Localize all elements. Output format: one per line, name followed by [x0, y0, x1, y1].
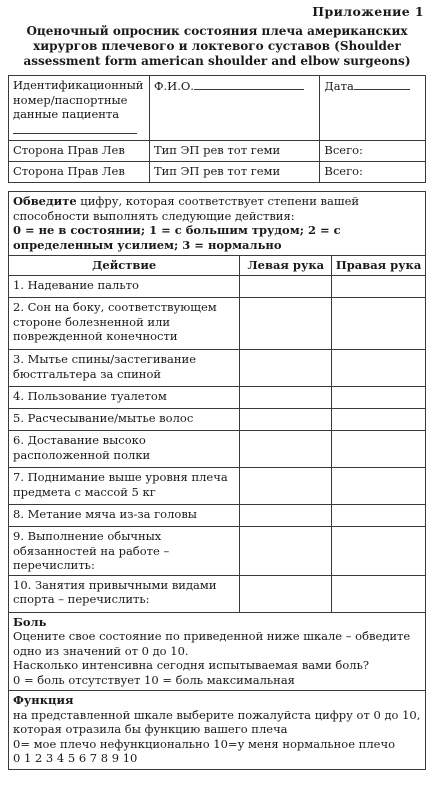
patient-id-line — [13, 122, 137, 134]
prosthesis-type-cell[interactable]: Тип ЭП рев тот геми — [149, 162, 319, 183]
table-row — [9, 350, 426, 387]
form-title: Оценочный опросник состояния плеча американских хирургов плечевого и локтевого суставов (Shoulder assessment form american shoulder and elbow surgeons) — [23, 24, 411, 68]
right-arm-score-cell[interactable] — [332, 431, 426, 468]
rating-scale: 0 = не в состоянии; 1 = с большим трудом; 2 = с определенным усилием; 3 = нормально — [13, 223, 341, 252]
function-scale-numbers[interactable]: 0 1 2 3 4 5 6 7 8 9 10 — [13, 751, 138, 765]
action-label: 3. Мытье спины/застегивание бюстгальтера за спиной — [9, 350, 240, 387]
action-label: 6. Доставание высоко расположенной полки — [9, 431, 240, 468]
table-row — [9, 298, 426, 350]
function-section — [9, 691, 426, 770]
left-arm-score-cell[interactable] — [240, 298, 332, 350]
action-label: 1. Надевание пальто — [9, 276, 240, 298]
left-arm-score-cell[interactable] — [240, 527, 332, 576]
right-arm-score-cell[interactable] — [332, 409, 426, 431]
prosthesis-type-cell[interactable]: Тип ЭП рев тот геми — [149, 141, 319, 162]
right-arm-score-cell[interactable] — [332, 350, 426, 387]
pain-section — [9, 612, 426, 691]
column-header-action: Действие — [9, 256, 240, 276]
left-arm-score-cell[interactable] — [240, 505, 332, 527]
appendix-label: Приложение 1 — [312, 4, 424, 19]
function-scale-legend: 0= мое плечо нефункционально 10=у меня нормальное плечо — [13, 736, 395, 751]
right-arm-score-cell[interactable] — [332, 276, 426, 298]
total-cell[interactable]: Всего: — [320, 162, 426, 183]
patient-name-line — [194, 78, 304, 90]
left-arm-score-cell[interactable] — [240, 350, 332, 387]
left-arm-score-cell[interactable] — [240, 409, 332, 431]
date-line — [354, 78, 410, 90]
column-header-left-arm: Левая рука — [240, 256, 332, 276]
right-arm-score-cell[interactable] — [332, 468, 426, 505]
table-row — [9, 276, 426, 298]
table-row — [9, 575, 426, 612]
table-row — [9, 468, 426, 505]
patient-info-table — [8, 75, 426, 183]
column-header-right-arm: Правая рука — [332, 256, 426, 276]
pain-question: Насколько интенсивна сегодня испытываемая вами боль? — [13, 658, 370, 672]
table-row — [9, 527, 426, 576]
operation-row — [9, 162, 426, 183]
table-row — [9, 387, 426, 409]
left-arm-score-cell[interactable] — [240, 387, 332, 409]
action-label: 9. Выполнение обычных обязанностей на работе – перечислить: — [9, 527, 240, 576]
right-arm-score-cell[interactable] — [332, 527, 426, 576]
left-arm-score-cell[interactable] — [240, 575, 332, 612]
right-arm-score-cell[interactable] — [332, 387, 426, 409]
left-arm-score-cell[interactable] — [240, 276, 332, 298]
action-label: 7. Поднимание выше уровня плеча предмета с массой 5 кг — [9, 468, 240, 505]
patient-name-cell[interactable] — [149, 76, 319, 141]
function-title: Функция — [13, 693, 74, 707]
pain-instruction: Оцените свое состояние по приведенной ниже шкале – обведите одно из значений от 0 до 10. — [13, 629, 411, 658]
patient-id-cell[interactable] — [9, 76, 150, 141]
table-row — [9, 431, 426, 468]
table-row — [9, 409, 426, 431]
activities-table — [8, 191, 426, 770]
side-cell[interactable]: Сторона Прав Лев — [9, 162, 150, 183]
date-cell[interactable] — [320, 76, 426, 141]
patient-name-label: Ф.И.О. — [153, 79, 194, 93]
right-arm-score-cell[interactable] — [332, 575, 426, 612]
function-instruction: на представленной шкале выберите пожалуйста цифру от 0 до 10, которая отразила бы функцию вашего плеча — [13, 707, 421, 736]
action-label: 5. Расчесывание/мытье волос — [9, 409, 240, 431]
patient-id-label: Идентификационный номер/паспортные данные пациента — [13, 78, 144, 121]
right-arm-score-cell[interactable] — [332, 505, 426, 527]
operation-row — [9, 141, 426, 162]
right-arm-score-cell[interactable] — [332, 298, 426, 350]
instructions-cell — [9, 192, 426, 256]
side-cell[interactable]: Сторона Прав Лев — [9, 141, 150, 162]
action-label: 2. Сон на боку, соответствующем стороне болезненной или поврежденной конечности — [9, 298, 240, 350]
table-header-row — [9, 256, 426, 276]
total-cell[interactable]: Всего: — [320, 141, 426, 162]
table-row — [9, 505, 426, 527]
pain-scale-legend: 0 = боль отсутствует 10 = боль максимальная — [13, 672, 295, 687]
instructions-lead: Обведите — [13, 194, 77, 208]
date-label: Дата — [324, 79, 354, 93]
pain-title: Боль — [13, 614, 47, 629]
instructions-text: цифру, которая соответствует степени вашей способности выполнять следующие действия: — [13, 194, 360, 223]
action-label: 10. Занятия привычными видами спорта – перечислить: — [9, 575, 240, 612]
action-label: 8. Метание мяча из-за головы — [9, 505, 240, 527]
action-label: 4. Пользование туалетом — [9, 387, 240, 409]
left-arm-score-cell[interactable] — [240, 468, 332, 505]
left-arm-score-cell[interactable] — [240, 431, 332, 468]
